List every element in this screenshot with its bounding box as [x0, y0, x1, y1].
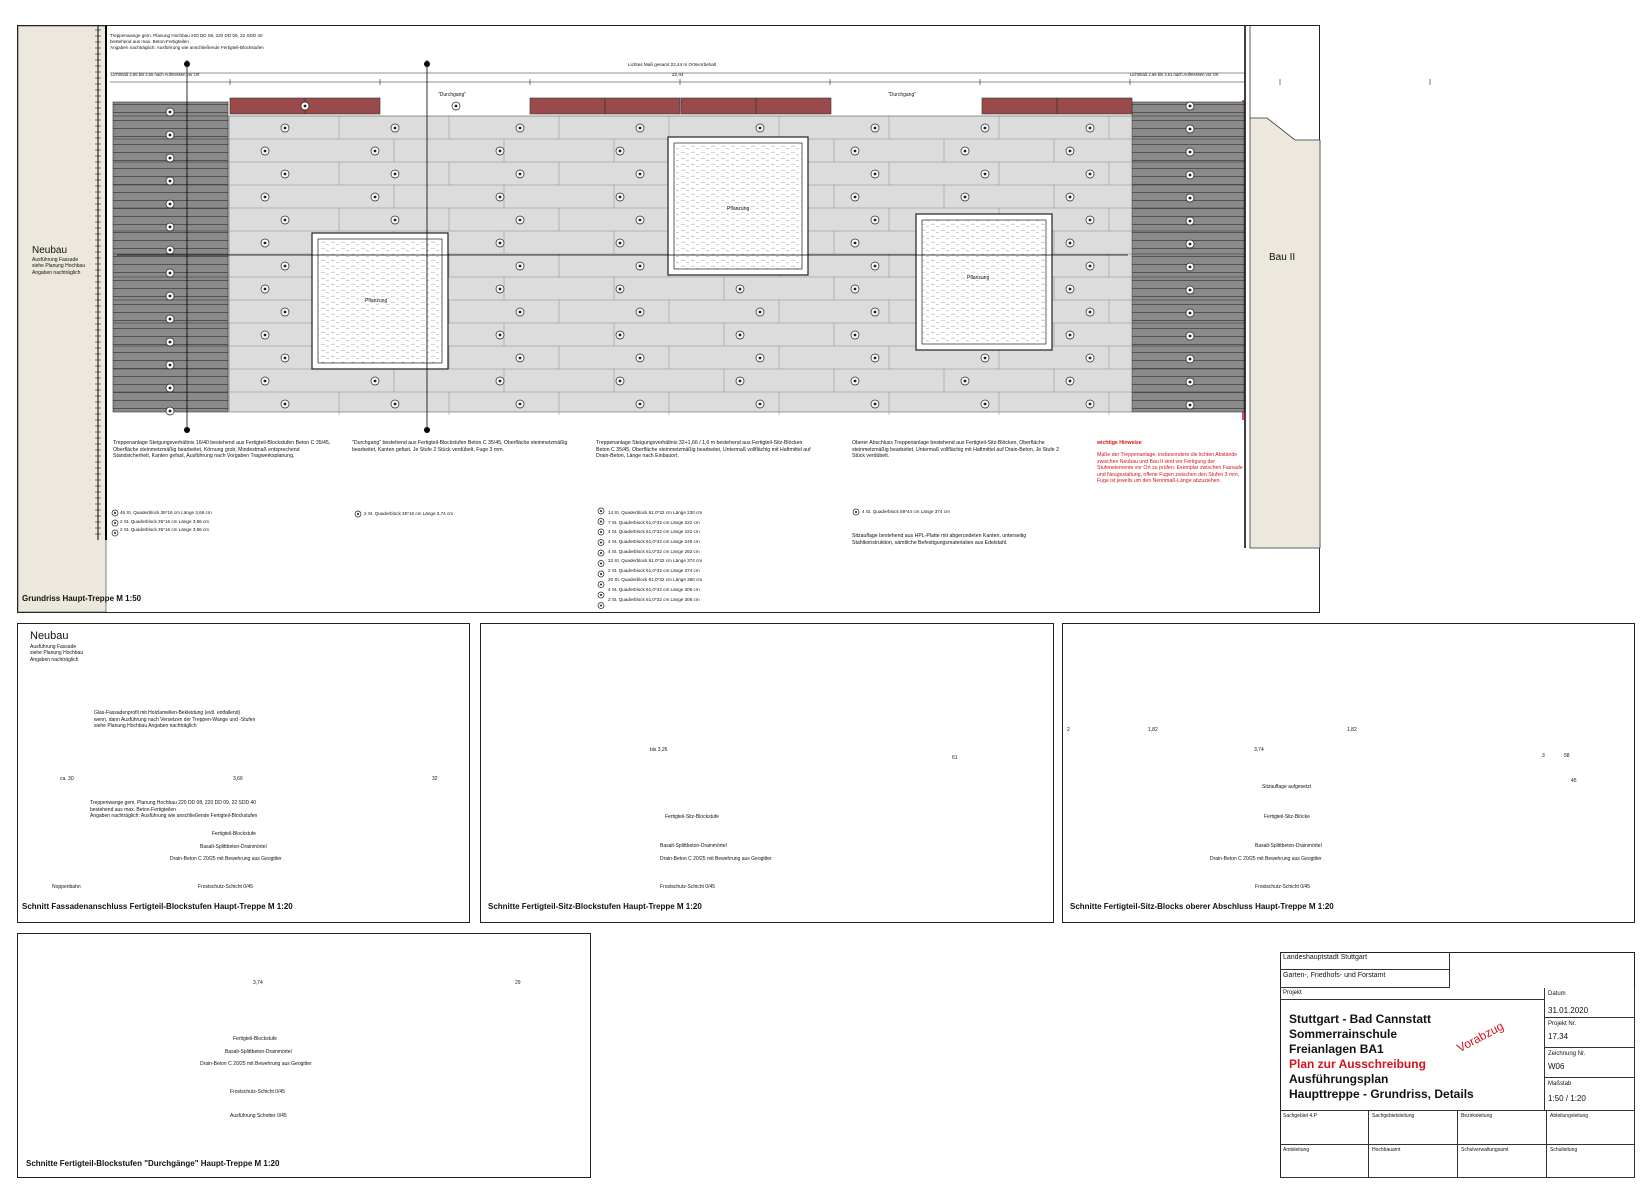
- step-marker-dot: [519, 127, 522, 130]
- step-marker-dot: [739, 334, 742, 337]
- step-marker-dot: [499, 380, 502, 383]
- tb-projekt-nr-label: Projekt Nr.: [1548, 1021, 1577, 1027]
- section-2-frame: [480, 623, 1054, 923]
- step-marker-dot: [639, 311, 642, 314]
- top-note-line: Angaben nachträglich: Ausführung wie anschließende Fertigteil-Blockstufen: [110, 45, 264, 51]
- tb-sign-7: Schulverwaltungsamt: [1458, 1145, 1547, 1178]
- step-marker-dot: [1189, 289, 1192, 292]
- step-marker-dot: [854, 288, 857, 291]
- tb-line: Sommerrainschule: [1289, 1027, 1398, 1041]
- step-marker-dot: [394, 219, 397, 222]
- step-marker-dot: [169, 387, 172, 390]
- step-marker-dot: [639, 219, 642, 222]
- step-marker-dot: [264, 242, 267, 245]
- axis-marker: [424, 61, 430, 67]
- step-marker-dot: [169, 203, 172, 206]
- step-marker-dot: [1089, 173, 1092, 176]
- step-marker-dot: [1069, 196, 1072, 199]
- sec1-wange-note: [90, 800, 257, 820]
- side-left-note: Lichtmaß 2,66 bis 3,55 nach Aufmessen vor Ort: [111, 72, 200, 77]
- tb-massstab-label: Maßstab: [1548, 1081, 1572, 1087]
- durchgang-label: "Durchgang": [888, 92, 917, 98]
- sec3-title: Schnitte Fertigteil-Sitz-Blocks oberer Abschluss Haupt-Treppe M 1:20: [1070, 902, 1334, 911]
- sec3-dim-total: 3,74: [1254, 747, 1264, 753]
- step-marker-dot: [284, 265, 287, 268]
- sec3-dim-b: 1,82: [1347, 727, 1357, 733]
- top-note-line: Treppenwange gem. Planung Hochbau 220 DD 08, 220 DD 09, 22 SDD 40: [110, 33, 263, 38]
- tb-sign-3: Bezirksleitung: [1458, 1111, 1547, 1145]
- section-1-frame: [17, 623, 470, 923]
- neubau-note-line: Ausführung Fassade: [32, 257, 79, 263]
- legend-row: 20 St. Quaderblock 61,0*32 cm Länge 360 cm: [608, 577, 703, 583]
- step-marker-dot: [600, 552, 602, 554]
- step-marker-dot: [519, 357, 522, 360]
- legend-row: 4 St. Quaderblock 61,0*32 cm Länge 222 cm: [608, 529, 700, 535]
- sec4-layer2: Drain-Beton C 20/25 mit Bewehrung aus Geogitter: [200, 1061, 312, 1067]
- legend-row: 7 St. Quaderblock 61,0*32 cm Länge 222 cm: [608, 519, 700, 525]
- step-marker-dot: [519, 219, 522, 222]
- step-marker-dot: [639, 127, 642, 130]
- sec1-dim-side: 32: [432, 776, 438, 782]
- tb-line: Stuttgart - Bad Cannstatt: [1289, 1012, 1431, 1026]
- step-marker-dot: [1189, 312, 1192, 315]
- sec3-dim-side: 58: [1564, 753, 1570, 759]
- sec1-title: Schnitt Fassadenanschluss Fertigteil-Blockstufen Haupt-Treppe M 1:20: [22, 902, 293, 911]
- step-marker-dot: [874, 357, 877, 360]
- step-marker-dot: [374, 196, 377, 199]
- plan-note-2: "Durchgang" bestehend aus Fertigteil-Blockstufen Beton C 35/45, Oberfläche steinmetzmäßig bearbeitet, Kanten gefast, Je Stufe 2 Stück verdübelt, Fuge 3 mm.: [352, 440, 568, 453]
- step-marker-dot: [394, 403, 397, 406]
- step-marker-dot: [1189, 404, 1192, 407]
- step-marker-dot: [964, 150, 967, 153]
- dim-total-label: Lichtes Maß gesamt 22,44 m Ortsvorbehalt: [628, 62, 717, 67]
- step-marker-dot: [1089, 311, 1092, 314]
- step-marker-dot: [169, 295, 172, 298]
- step-marker-dot: [519, 265, 522, 268]
- sec2-title: Schnitte Fertigteil-Sitz-Blockstufen Haupt-Treppe M 1:20: [488, 902, 702, 911]
- sitz-block: [530, 98, 605, 114]
- axis-marker: [424, 427, 430, 433]
- step-marker-dot: [759, 403, 762, 406]
- step-marker-dot: [284, 311, 287, 314]
- step-marker-dot: [374, 150, 377, 153]
- tb-sign-2: Sachgebietsleitung: [1369, 1111, 1458, 1145]
- neubau-label: Neubau: [32, 245, 68, 256]
- step-marker-dot: [874, 265, 877, 268]
- sec3-layer3: Frostschutz-Schicht 0/45: [1255, 884, 1311, 890]
- step-marker-dot: [1189, 335, 1192, 338]
- neubau-facade: [18, 26, 106, 612]
- sec3-dim-small: 2: [1067, 727, 1070, 733]
- sec1-dim-ca: ca. 30: [60, 776, 74, 782]
- sec3-dim-side2: 45: [1571, 778, 1577, 784]
- wichtig-title: wichtige Hinweise: [1097, 440, 1142, 446]
- tb-projekt-nr-value: 17.34: [1548, 1032, 1569, 1041]
- step-marker-dot: [114, 532, 116, 534]
- pflanzung-label: Pflanzung: [727, 206, 750, 212]
- step-marker-dot: [284, 127, 287, 130]
- step-marker-dot: [169, 111, 172, 114]
- sec1-note-line: Ausführung Fassade: [30, 644, 77, 650]
- step-marker-dot: [600, 594, 602, 596]
- tb-datum-value: 31.01.2020: [1548, 1006, 1589, 1015]
- step-marker-dot: [1189, 220, 1192, 223]
- section-3-frame: [1062, 623, 1635, 923]
- legend-row: 4 St. Quaderblock 61,0*32 cm Länge 262 cm: [608, 548, 700, 554]
- sec1-note-line: siehe Planung Hochbau: [30, 650, 84, 657]
- step-marker-dot: [1189, 381, 1192, 384]
- step-marker-dot: [169, 410, 172, 413]
- step-marker-dot: [284, 173, 287, 176]
- step-marker-dot: [855, 511, 857, 513]
- neubau-note: [32, 257, 85, 276]
- step-marker-dot: [984, 357, 987, 360]
- step-marker-dot: [169, 272, 172, 275]
- legend-row: 2 St. Quaderblock 35*16 cm Länge 3,66 cm: [120, 527, 210, 533]
- plan-note-5: Sitzauflage bestehend aus HPL-Platte mit abgerundeten Kanten, unterseitig Stahlkonstruktion, sämtliche Befestigungsmaterialien aus Edelstahl.: [852, 533, 1027, 546]
- plan-title: Grundriss Haupt-Treppe M 1:50: [22, 594, 142, 603]
- step-marker-dot: [304, 105, 307, 108]
- sec2-dim-side: 61: [952, 755, 958, 761]
- step-marker-dot: [1069, 288, 1072, 291]
- step-marker-dot: [984, 173, 987, 176]
- step-marker-dot: [499, 242, 502, 245]
- step-marker-dot: [1189, 105, 1192, 108]
- step-marker-dot: [264, 150, 267, 153]
- tb-datum: [1545, 988, 1635, 1018]
- bau2-building: [1250, 26, 1320, 548]
- step-marker-dot: [169, 249, 172, 252]
- legend-row: 2 St. Quaderblock 61,0*32 cm Länge 374 cm: [608, 567, 700, 573]
- tb-sign-4: Abteilungsleitung: [1547, 1111, 1635, 1145]
- step-marker-dot: [264, 334, 267, 337]
- pflanzung-label: Pflanzung: [365, 298, 388, 304]
- step-marker-dot: [169, 134, 172, 137]
- step-marker-dot: [1189, 128, 1192, 131]
- step-marker-dot: [874, 219, 877, 222]
- step-marker-dot: [1189, 174, 1192, 177]
- legend-row: 2 St. Quaderblock 61,0*32 cm Länge 306 cm: [608, 596, 700, 602]
- tb-stamp: Vorabzug: [1454, 1018, 1506, 1056]
- step-marker-dot: [169, 157, 172, 160]
- sec1-note-line: siehe Planung Hochbau Angaben nachträglich: [94, 723, 197, 729]
- step-marker-dot: [1189, 358, 1192, 361]
- step-marker-dot: [874, 127, 877, 130]
- step-marker-dot: [394, 173, 397, 176]
- step-marker-dot: [1069, 380, 1072, 383]
- step-marker-dot: [284, 219, 287, 222]
- step-marker-dot: [600, 583, 602, 585]
- step-marker-dot: [854, 150, 857, 153]
- step-marker-dot: [284, 357, 287, 360]
- planter-bed: [922, 220, 1046, 344]
- legend-row: 2 St. Quaderblock 35*16 cm Länge 3,66 cm: [120, 518, 210, 524]
- sec3-layer1: Basalt-Splittbeton-Drainmörtel: [1255, 843, 1322, 849]
- step-marker-dot: [169, 364, 172, 367]
- step-marker-dot: [499, 196, 502, 199]
- sec4-layer3: Frostschutz-Schicht 0/45: [230, 1089, 286, 1095]
- step-marker-dot: [264, 196, 267, 199]
- sec1-note-line: bestehend aus max. Beton-Fertigteilen: [90, 806, 176, 813]
- step-marker-dot: [874, 173, 877, 176]
- step-marker-dot: [739, 288, 742, 291]
- sec1-note-line: Angaben nachträglich: [30, 656, 79, 663]
- tb-project-area: [1280, 1000, 1545, 1111]
- sec2-layer2: Drain-Beton C 20/25 mit Bewehrung aus Geogitter: [660, 856, 772, 862]
- step-marker-dot: [600, 520, 602, 522]
- durchgang-label: "Durchgang": [438, 92, 467, 98]
- step-marker-dot: [639, 357, 642, 360]
- wichtig-text: Maße der Treppenanlage, insbesondere die lichten Abstände zwischen Neubau und Bau II sind vor Fertigung der Stufenelemente vor Ort zu prüfen. Exemplar zwischen Fassade und Neugestaltung, offene Fugen zwischen den Stufen 3 mm, Fuge ist jeweils um den Nennmaß-Länge abzuziehen.: [1097, 452, 1243, 484]
- tb-massstab-value: 1:50 / 1:20: [1548, 1094, 1586, 1103]
- sec2-layer3: Frostschutz-Schicht 0/45: [660, 884, 716, 890]
- sitz-block: [305, 98, 380, 114]
- step-marker-dot: [600, 562, 602, 564]
- dim-total-value: 22,44: [672, 72, 684, 77]
- step-marker-dot: [639, 403, 642, 406]
- sec3-dim-a: 1,82: [1148, 727, 1158, 733]
- step-marker-dot: [854, 334, 857, 337]
- bau2-label: Bau II: [1269, 252, 1296, 263]
- legend-row: 14 St. Quaderblock 61,0*32 cm Länge 230 cm: [608, 510, 703, 515]
- tb-zeichnung-label: Zeichnung Nr.: [1548, 1051, 1586, 1057]
- sitz-block: [982, 98, 1057, 114]
- step-marker-dot: [854, 196, 857, 199]
- step-marker-dot: [1089, 127, 1092, 130]
- sec2-layer1: Basalt-Splittbeton-Drainmörtel: [660, 843, 727, 849]
- sitz-block: [681, 98, 756, 114]
- legend-row: 4 St. Quaderblock 61,0*32 cm Länge 248 cm: [608, 538, 700, 544]
- step-marker-dot: [984, 127, 987, 130]
- step-marker-dot: [169, 180, 172, 183]
- tb-massstab: [1545, 1078, 1635, 1111]
- step-marker-dot: [964, 380, 967, 383]
- step-marker-dot: [284, 403, 287, 406]
- section-4-frame: [17, 933, 591, 1178]
- sec1-dim-len: 3,66: [233, 776, 243, 782]
- sitz-block: [1057, 98, 1132, 114]
- step-marker-dot: [759, 311, 762, 314]
- sec1-note-line: wenn, dann Ausführung nach Versetzen der Treppen-Wange und -Stufen: [94, 716, 256, 723]
- pflanzung-label: Pflanzung: [967, 275, 990, 281]
- step-marker-dot: [357, 513, 359, 515]
- step-marker-dot: [519, 311, 522, 314]
- step-marker-dot: [1089, 403, 1092, 406]
- step-marker-dot: [519, 403, 522, 406]
- step-marker-dot: [1189, 243, 1192, 246]
- sec4-dim-side: 29: [515, 980, 521, 986]
- neubau-note-line: siehe Planung Hochbau: [32, 263, 86, 270]
- sec1-note-line: Angaben nachträglich: Ausführung wie anschließende Fertigteil-Blockstufen: [90, 813, 258, 819]
- legend-stairs: [608, 508, 702, 604]
- sec1-note-line: Glas-Fassadenprofil mit Holzlamellen-Bekleidung (evtl. entfallend): [94, 710, 241, 716]
- neubau-note-line: Angaben nachträglich: [32, 269, 81, 276]
- sitz-block: [756, 98, 831, 114]
- step-marker-dot: [600, 541, 602, 543]
- step-marker-dot: [739, 380, 742, 383]
- sec2-block: Fertigteil-Sitz-Blockstufe: [665, 814, 719, 820]
- sec3-block: Fertigteil-Sitz-Blöcke: [1264, 814, 1310, 820]
- tb-projekt-label: Projekt: [1280, 988, 1545, 1000]
- tb-authority-1: Landeshauptstadt Stuttgart: [1280, 952, 1450, 970]
- step-marker-dot: [619, 288, 622, 291]
- sec2-dim: bis 3,26: [650, 747, 668, 753]
- sec1-layer1: Basalt-Splittbeton-Drainmörtel: [200, 844, 267, 850]
- step-marker-dot: [1089, 357, 1092, 360]
- sec3-layer2: Drain-Beton C 20/25 mit Bewehrung aus Geogitter: [1210, 856, 1322, 862]
- step-marker-dot: [874, 403, 877, 406]
- axis-marker: [184, 61, 190, 67]
- legend-row: 46 St. Quaderblock 35*16 cm Länge 3,66 cm: [120, 510, 212, 515]
- side-right-note: Lichtmaß 2,66 bis 3,51 nach Aufmessen vor Ort: [1130, 72, 1219, 77]
- sec1-neubau: Neubau: [30, 630, 69, 642]
- step-marker-dot: [1069, 150, 1072, 153]
- top-note-line: bestehend aus max. Beton-Fertigteilen: [110, 39, 189, 45]
- top-note: [110, 33, 264, 52]
- step-marker-dot: [639, 173, 642, 176]
- step-marker-dot: [854, 380, 857, 383]
- step-marker-dot: [169, 341, 172, 344]
- sec1-glass-note: [94, 710, 255, 730]
- step-marker-dot: [600, 604, 602, 606]
- tb-sign-5: Amtsleitung: [1280, 1145, 1369, 1178]
- legend-row: 4 St. Quaderblock 61,0*32 cm Länge 306 cm: [608, 587, 700, 593]
- plan-note-1: Treppenanlage Steigungsverhältnis 16/40 bestehend aus Fertigteil-Blockstufen Beton C 35/45, Oberfläche steinmetzmäßig bearbeitet, Körnung grob, Mindestmaß entsprechend Standsicherheit, Kanten gefast, Ausführung nach Vorgaben Tragwerksplanung.: [113, 440, 331, 459]
- sec4-block: Fertigteil-Blockstufe: [233, 1036, 277, 1042]
- legend-left: [120, 509, 212, 535]
- step-marker-dot: [1069, 242, 1072, 245]
- step-marker-dot: [264, 288, 267, 291]
- axis-marker: [184, 427, 190, 433]
- step-marker-dot: [759, 127, 762, 130]
- step-marker-dot: [499, 334, 502, 337]
- tb-line: Ausführungsplan: [1289, 1072, 1389, 1086]
- legend-mid: 2 St. Quaderblock 35*16 cm Länge 3,74 cm: [364, 511, 454, 516]
- sec1-layer2: Drain-Beton C 20/25 mit Bewehrung aus Geogitter: [170, 856, 282, 862]
- sitz-block: [230, 98, 305, 114]
- step-marker-dot: [1189, 151, 1192, 154]
- step-marker-dot: [374, 380, 377, 383]
- tb-zeichnung-value: W06: [1548, 1062, 1565, 1071]
- tb-sign-8: Schulleitung: [1547, 1145, 1635, 1178]
- step-marker-dot: [984, 403, 987, 406]
- step-marker-dot: [169, 226, 172, 229]
- step-marker-dot: [394, 127, 397, 130]
- sec3-sitz: Sitzauflage aufgesetzt: [1262, 784, 1312, 790]
- tb-zeichnung: [1545, 1048, 1635, 1078]
- sec1-block: Fertigteil-Blockstufe: [212, 831, 256, 837]
- sec1-noppen: Noppenbahn: [52, 884, 81, 890]
- tb-line: Freianlagen BA1: [1289, 1042, 1384, 1056]
- plan-note-3: Treppenanlage Steigungsverhältnis 32+1,66 / 1,6 m bestehend aus Fertigteil-Sitz-Blöcken Beton C 35/45, Oberfläche steinmetzmäßig bearbeitet, Untermaß vollflächig mit Haftmittel auf Drain-Beton, Länge nach Einbauort.: [596, 440, 811, 459]
- step-marker-dot: [874, 311, 877, 314]
- tb-datum-label: Datum: [1548, 991, 1566, 997]
- tb-projekt-nr: [1545, 1018, 1635, 1048]
- step-marker-dot: [114, 512, 116, 514]
- step-marker-dot: [264, 380, 267, 383]
- sec4-dim: 3,74: [253, 980, 263, 986]
- step-marker-dot: [619, 150, 622, 153]
- sec1-layer3: Frostschutz-Schicht 0/45: [198, 884, 254, 890]
- step-marker-dot: [964, 196, 967, 199]
- step-marker-dot: [619, 242, 622, 245]
- step-marker-dot: [619, 196, 622, 199]
- sec3-dim-side3: 3: [1542, 753, 1545, 759]
- step-marker-dot: [639, 265, 642, 268]
- step-marker-dot: [114, 522, 116, 524]
- sec4-layer4: Ausführung Schotter 0/45: [230, 1113, 287, 1119]
- sitz-block: [605, 98, 680, 114]
- legend-row: 22 St. Quaderblock 61,0*32 cm Länge 374 cm: [608, 558, 703, 564]
- step-marker-dot: [1069, 334, 1072, 337]
- plan-note-4: Oberer Abschluss Treppenanlage bestehend aus Fertigteil-Sitz-Blöcken, Oberfläche steinmetzmäßig bearbeitet, Untermaß vollflächig mit Haftmittel auf Drain-Beton, Je Stufe 2 Stück verdübelt.: [852, 440, 1060, 459]
- sec4-layer1: Basalt-Splittbeton-Drainmörtel: [225, 1049, 292, 1055]
- tb-authority-2: Garten-, Friedhofs- und Forstamt: [1280, 970, 1450, 988]
- step-marker-dot: [600, 573, 602, 575]
- step-marker-dot: [519, 173, 522, 176]
- step-marker-dot: [1189, 266, 1192, 269]
- sec4-title: Schnitte Fertigteil-Blockstufen "Durchgänge" Haupt-Treppe M 1:20: [26, 1159, 280, 1168]
- step-marker-dot: [499, 150, 502, 153]
- step-marker-dot: [619, 334, 622, 337]
- tb-sign-6: Hochbauamt: [1369, 1145, 1458, 1178]
- step-marker-dot: [1089, 219, 1092, 222]
- step-marker-dot: [619, 380, 622, 383]
- step-marker-dot: [854, 242, 857, 245]
- tb-line: Haupttreppe - Grundriss, Details: [1289, 1087, 1474, 1101]
- step-marker-dot: [455, 105, 458, 108]
- sec1-neubau-note: [30, 644, 83, 663]
- tb-sign-1: Sachgebiet 4.P: [1280, 1111, 1369, 1145]
- step-marker-dot: [1089, 265, 1092, 268]
- step-marker-dot: [169, 318, 172, 321]
- step-marker-dot: [1189, 197, 1192, 200]
- step-marker-dot: [759, 357, 762, 360]
- step-marker-dot: [499, 288, 502, 291]
- legend-right: 4 St. Quaderblock 58*44 cm Länge 374 cm: [862, 509, 950, 514]
- sec1-note-line: Treppenwange gem. Planung Hochbau 220 DD 08, 220 DD 09, 22 SDD 40: [90, 800, 257, 806]
- step-marker-dot: [600, 510, 602, 512]
- step-marker-dot: [600, 531, 602, 533]
- tb-red-line: Plan zur Ausschreibung: [1289, 1057, 1426, 1071]
